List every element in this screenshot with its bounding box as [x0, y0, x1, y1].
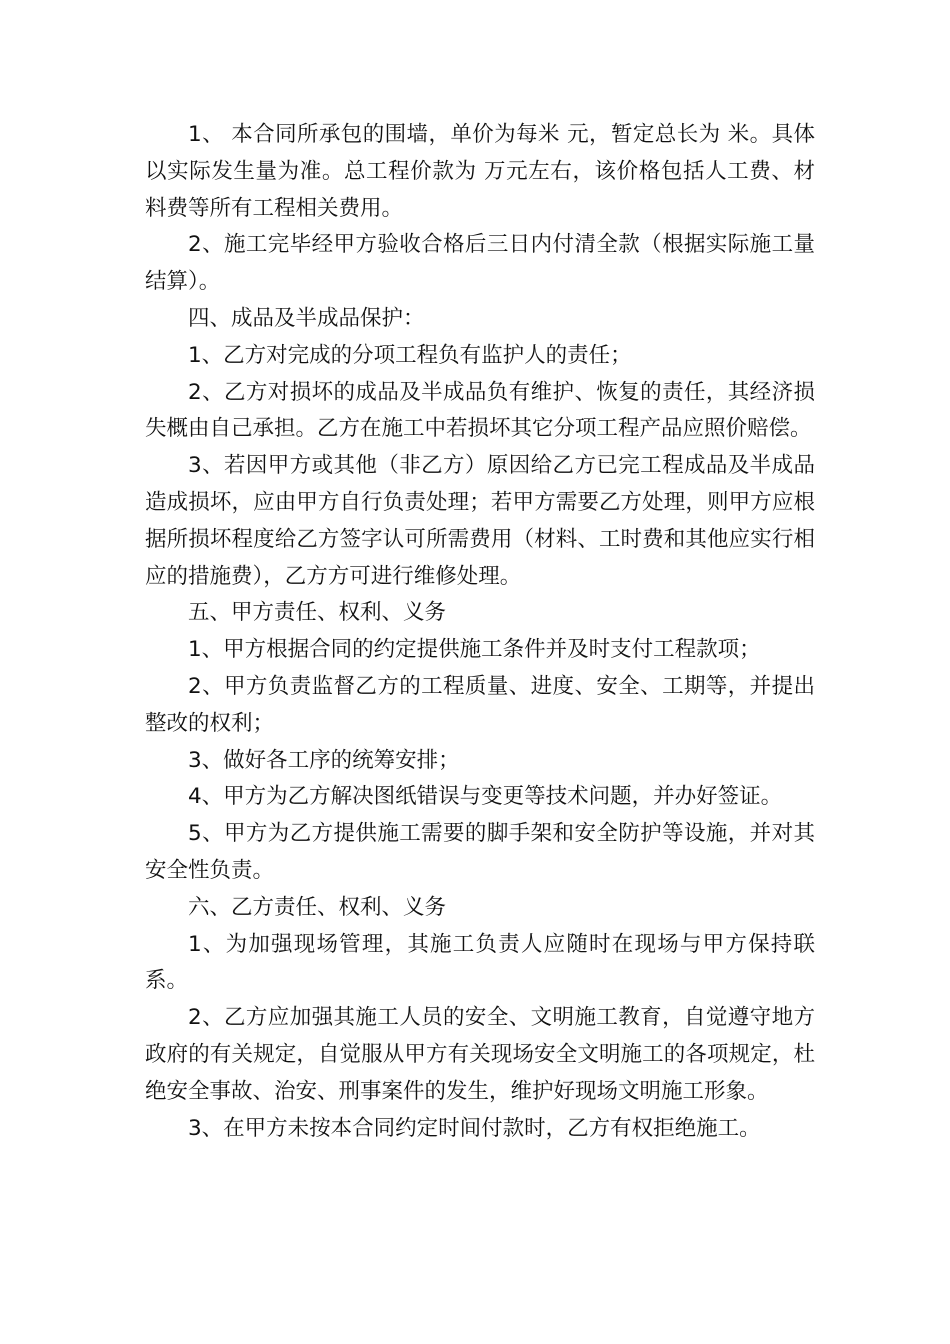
section-heading-protection: 四、成品及半成品保护：	[188, 305, 425, 331]
paragraph-party-a-1: 1、甲方根据合同的约定提供施工条件并及时支付工程款项；	[188, 637, 761, 663]
paragraph-party-a-5: 5、甲方为乙方提供施工需要的脚手架和安全防护等设施，并对其安全性负责。	[145, 821, 815, 883]
paragraph-protection-2: 2、乙方对损坏的成品及半成品负有维护、恢复的责任，其经济损失概由自己承担。乙方在施工中若损坏其它分项工程产品应照价赔偿。	[145, 379, 815, 442]
section-heading-party-b: 六、乙方责任、权利、义务	[188, 894, 447, 920]
paragraph-party-a-4: 4、甲方为乙方解决图纸错误与变更等技术问题，并办好签证。	[188, 784, 783, 810]
paragraph-protection-3: 3、若因甲方或其他（非乙方）原因给乙方已完工程成品及半成品造成损坏，应由甲方自行负责处理；若甲方需要乙方处理，则甲方应根据所损坏程度给乙方签字认可所需费用（材料、工时费和其他应实行相应的措施费），乙方方可进行维修处理。	[145, 453, 815, 589]
paragraph-payment-price: 1、 本合同所承包的围墙，单价为每米 元，暂定总长为 米。具体以实际发生量为准。总工程价款为 万元左右，该价格包括人工费、材料费等所有工程相关费用。	[145, 122, 815, 221]
paragraph-party-b-2: 2、乙方应加强其施工人员的安全、文明施工教育，自觉遵守地方政府的有关规定，自觉服从甲方有关现场安全文明施工的各项规定，杜绝安全事故、治安、刑事案件的发生，维护好现场文明施工形象。	[145, 1005, 815, 1104]
paragraph-party-b-3: 3、在甲方未按本合同约定时间付款时，乙方有权拒绝施工。	[188, 1115, 761, 1141]
paragraph-party-b-1: 1、为加强现场管理，其施工负责人应随时在现场与甲方保持联系。	[145, 931, 815, 994]
paragraph-party-a-2: 2、甲方负责监督乙方的工程质量、进度、安全、工期等，并提出整改的权利；	[145, 673, 815, 736]
section-heading-party-a: 五、甲方责任、权利、义务	[188, 600, 447, 626]
paragraph-protection-1: 1、乙方对完成的分项工程负有监护人的责任；	[188, 342, 632, 368]
paragraph-payment-settlement: 2、施工完毕经甲方验收合格后三日内付清全款（根据实际施工量结算）。	[145, 232, 815, 295]
paragraph-party-a-3: 3、做好各工序的统筹安排；	[188, 747, 460, 773]
document-body	[145, 117, 815, 1147]
